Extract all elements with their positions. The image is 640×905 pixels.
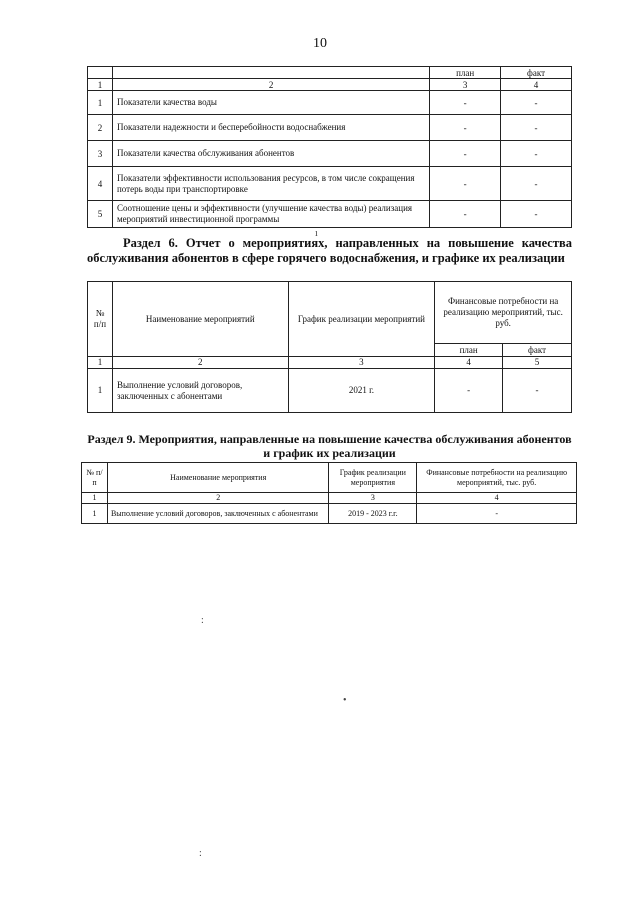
scan-mark: :: [201, 615, 204, 626]
col-num-header: № п/п: [82, 463, 108, 493]
index-cell: 3: [329, 493, 417, 504]
col-name-header: Наименование мероприятий: [112, 282, 288, 357]
index-cell: 4: [417, 493, 577, 504]
index-cell: 2: [112, 357, 288, 369]
index-cell: 5: [503, 357, 572, 369]
index-row: [88, 357, 572, 369]
col-finance-header: Финансовые потребности на реализацию мероприятий, тыс. руб.: [435, 282, 572, 344]
index-cell: 3: [288, 357, 435, 369]
row-name: Выполнение условий договоров, заключенных с абонентами: [107, 504, 328, 524]
index-row: [82, 493, 577, 504]
scan-mark: •: [343, 695, 347, 706]
row-schedule: 2021 г.: [288, 369, 435, 413]
col-fact-header: факт: [503, 344, 572, 357]
row-plan: -: [430, 91, 501, 115]
section-9-heading: Раздел 9. Мероприятия, направленные на повышение качества обслуживания абонентов и график их реализации: [87, 432, 572, 460]
plan-header: план: [430, 67, 501, 79]
col-name-header: Наименование мероприятия: [107, 463, 328, 493]
table-row: [88, 201, 572, 228]
index-cell: 4: [501, 79, 572, 91]
row-text: Показатели надежности и бесперебойности водоснабжения: [112, 115, 429, 141]
row-finance: -: [417, 504, 577, 524]
table-row: [88, 91, 572, 115]
row-plan: -: [430, 115, 501, 141]
row-number: 2: [88, 115, 113, 141]
index-cell: 1: [88, 79, 113, 91]
section-6-heading: Раздел 6. Отчет о мероприятиях, направленных на повышение качества обслуживания абонентов в сфере горячего водоснабжения, и графике их реализации: [87, 236, 572, 265]
row-text: Соотношение цены и эффективности (улучшение качества воды) реализация мероприятий инвестиционной программы: [112, 201, 429, 228]
row-text: Показатели качества воды: [112, 91, 429, 115]
index-row: [88, 79, 572, 91]
row-plan: -: [435, 369, 503, 413]
row-name: Выполнение условий договоров, заключенных с абонентами: [112, 369, 288, 413]
table-row: [88, 141, 572, 167]
row-number: 5: [88, 201, 113, 228]
row-plan: -: [430, 167, 501, 201]
table-row: [88, 115, 572, 141]
index-cell: 3: [430, 79, 501, 91]
row-text: Показатели эффективности использования ресурсов, в том числе сокращения потерь воды при транспортировке: [112, 167, 429, 201]
row-plan: -: [430, 141, 501, 167]
row-fact: -: [503, 369, 572, 413]
table-header-row: [88, 282, 572, 344]
row-number: 4: [88, 167, 113, 201]
index-cell: 1: [88, 357, 113, 369]
col-schedule-header: График реализации мероприятия: [329, 463, 417, 493]
scan-mark: ı: [315, 228, 318, 239]
table-header-row: [82, 463, 577, 493]
row-number: 1: [82, 504, 108, 524]
col-finance-header: Финансовые потребности на реализацию мероприятий, тыс. руб.: [417, 463, 577, 493]
row-fact: -: [501, 201, 572, 228]
row-number: 1: [88, 91, 113, 115]
table-row: [88, 167, 572, 201]
index-cell: 4: [435, 357, 503, 369]
index-cell: 2: [112, 79, 429, 91]
page-number: 10: [313, 36, 327, 51]
col-plan-header: план: [435, 344, 503, 357]
row-fact: -: [501, 91, 572, 115]
index-cell: 1: [82, 493, 108, 504]
section-6-table: [87, 281, 572, 413]
fact-header: факт: [501, 67, 572, 79]
row-plan: -: [430, 201, 501, 228]
index-cell: 2: [107, 493, 328, 504]
table-row: [88, 369, 572, 413]
row-number: 1: [88, 369, 113, 413]
row-number: 3: [88, 141, 113, 167]
row-fact: -: [501, 115, 572, 141]
section-9-table: [81, 462, 577, 524]
table-row: [82, 504, 577, 524]
row-text: Показатели качества обслуживания абонентов: [112, 141, 429, 167]
row-schedule: 2019 - 2023 г.г.: [329, 504, 417, 524]
indicators-table: [87, 66, 572, 228]
row-fact: -: [501, 167, 572, 201]
row-fact: -: [501, 141, 572, 167]
table-header-row: [88, 67, 572, 79]
col-schedule-header: График реализации мероприятий: [288, 282, 435, 357]
scan-mark: :: [199, 848, 202, 859]
col-num-header: № п/п: [88, 282, 113, 357]
